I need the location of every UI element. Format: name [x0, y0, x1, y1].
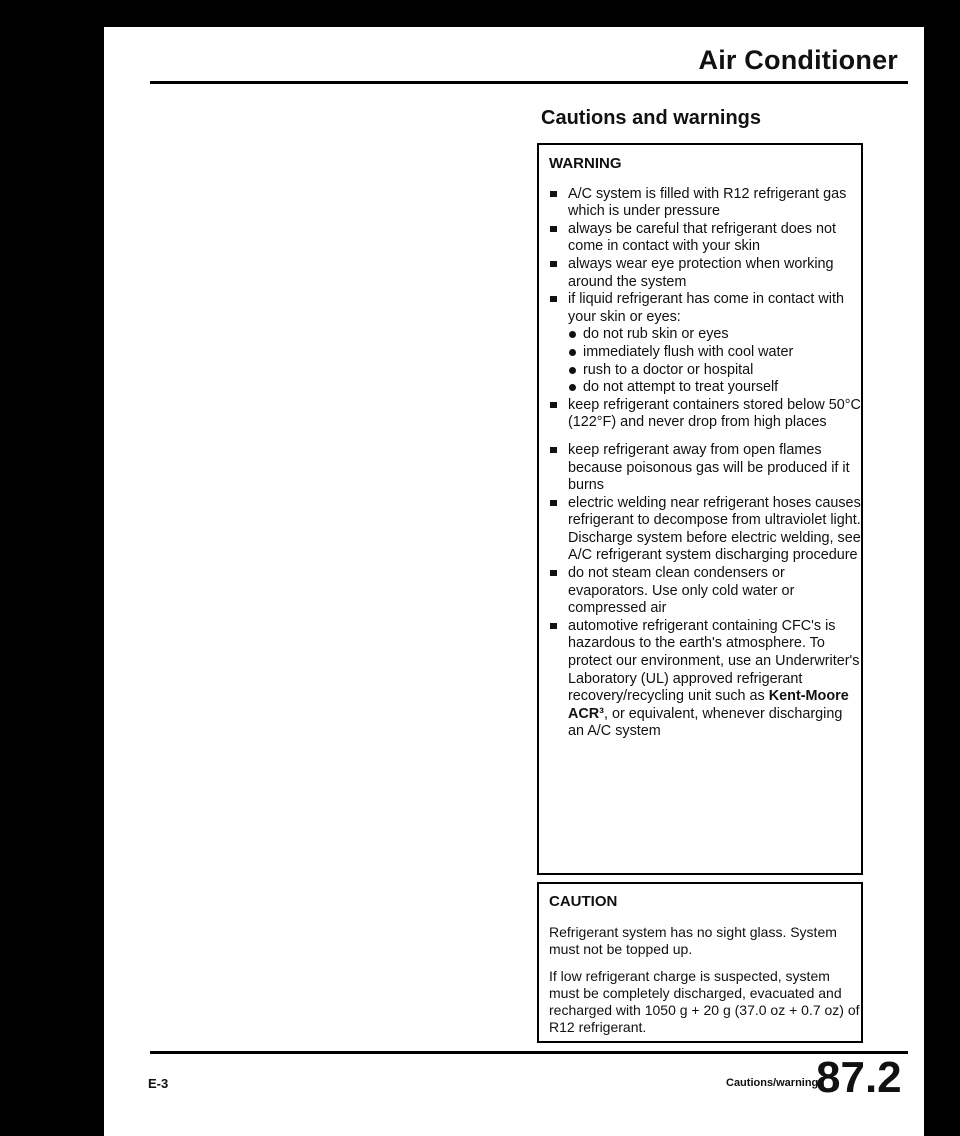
- header-rule: [150, 81, 908, 84]
- warning-subitem: immediately flush with cool water: [568, 344, 861, 362]
- warning-list-1: [549, 186, 861, 432]
- warning-item-text: A/C system is filled with R12 refrigerant gas which is under pressure: [568, 185, 847, 220]
- warning-subitem: rush to a doctor or hospital: [568, 362, 861, 380]
- product-name: Kent-Moore ACR³: [568, 688, 849, 722]
- caution-paragraph: Refrigerant system has no sight glass. System must not be topped up.: [549, 923, 837, 957]
- warning-item-text: if liquid refrigerant has come in contact with your skin or eyes:: [568, 291, 844, 325]
- warning-item: [549, 618, 861, 741]
- warning-item: [549, 291, 861, 397]
- warning-list-2: [549, 442, 861, 741]
- caution-box: [537, 882, 863, 1043]
- section-title: Cautions and warnings: [541, 107, 762, 129]
- warning-item: [549, 565, 861, 618]
- warning-item: [549, 495, 861, 565]
- warning-item-text: always wear eye protection when working around the system: [568, 255, 834, 290]
- footer-rule: [150, 1051, 908, 1054]
- warning-heading: WARNING: [549, 155, 622, 172]
- manual-page: [104, 27, 924, 1136]
- warning-item-text: automotive refrigerant containing CFC's is hazardous to the earth's atmosphere. To protect our environment, use an Underwriter's Laboratory (UL) approved refrigerant recovery/recycling unit such as: [568, 617, 860, 705]
- caution-text: [549, 924, 861, 1036]
- warning-subitem: do not attempt to treat yourself: [568, 379, 861, 397]
- caution-paragraph: If low refrigerant charge is suspected, system must be completely discharged, evacuated and recharged with 1050 g + 20 g (37.0 oz + 0.7 oz) of R12 refrigerant.: [549, 967, 860, 1035]
- warning-box: [537, 143, 863, 875]
- warning-item-text: keep refrigerant away from open flames because poisonous gas will be produced if it burns: [568, 441, 850, 494]
- warning-item: [549, 256, 861, 291]
- footer-section-label: Cautions/warnings: [726, 1077, 825, 1089]
- warning-item-text: electric welding near refrigerant hoses causes refrigerant to decompose from ultraviolet light. Discharge system before electric welding, see A/C refrigerant system discharging procedure: [568, 494, 861, 564]
- warning-item: [549, 221, 861, 256]
- warning-item-text: keep refrigerant containers stored below 50°C (122°F) and never drop from high places: [568, 396, 861, 431]
- warning-item: [549, 442, 861, 495]
- warning-item: [549, 397, 861, 432]
- page-header-title: Air Conditioner: [698, 45, 898, 75]
- warning-item-text: , or equivalent, whenever discharging an A/C system: [568, 705, 843, 740]
- footer-page-ref: E-3: [148, 1076, 169, 1091]
- warning-item: [549, 186, 861, 221]
- warning-subitems: [568, 326, 861, 396]
- warning-item-text: always be careful that refrigerant does not come in contact with your skin: [568, 220, 836, 255]
- warning-subitem: do not rub skin or eyes: [568, 326, 861, 344]
- warning-item-text: do not steam clean condensers or evaporators. Use only cold water or compressed air: [568, 565, 795, 617]
- caution-heading: CAUTION: [549, 893, 618, 910]
- footer-page-number: 87.2: [816, 1053, 902, 1102]
